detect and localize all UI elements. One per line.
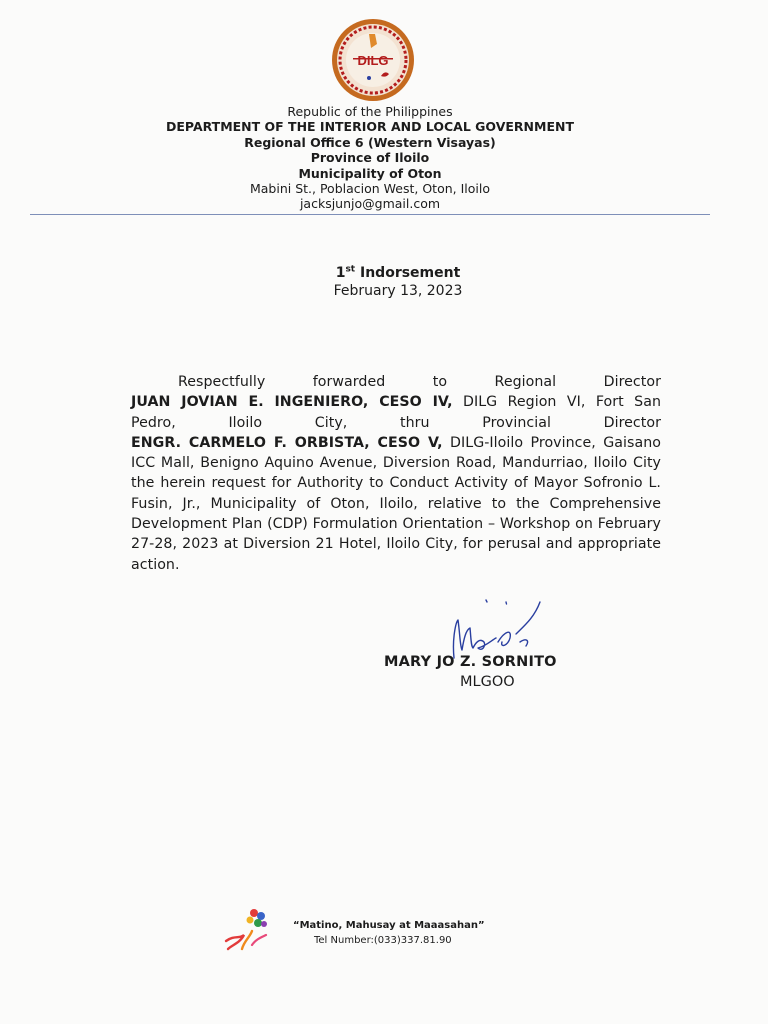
email-line: jacksjunjo@gmail.com xyxy=(299,196,441,212)
signatory-title: MLGOO xyxy=(460,674,515,690)
provincial-director-name: ENGR. CARMELO F. ORBISTA, CESO V, xyxy=(131,434,443,451)
body-paragraph xyxy=(131,372,661,575)
header-divider xyxy=(30,214,710,215)
indorsement-title: 1st Indorsement xyxy=(335,264,461,281)
footer-motto: “Matino, Mahusay at Maaasahan” xyxy=(293,920,485,931)
signatory-name: MARY JO Z. SORNITO xyxy=(384,654,557,670)
bagong-pilipinas-logo-icon xyxy=(222,905,272,955)
indorsement-date: February 13, 2023 xyxy=(333,283,463,299)
body-line-1: Respectfully forwarded to Regional Director xyxy=(178,374,661,390)
republic-line: Republic of the Philippines xyxy=(287,104,453,119)
body-rest: DILG-Iloilo Province, Gaisano ICC Mall, Benigno Aquino Avenue, Diversion Road, Mandurriao, Iloilo City the herein request for Authority to Conduct Activity of Mayor Sofronio L. Fusin, Jr., Municipality of Oton, Iloilo, relative to the Comprehensive Development Plan (CDP) Formulation Orientation – Workshop on February 27-28, 2023 at Diversion 21 Hotel, Iloilo City, for perusal and appropriate action. xyxy=(131,434,662,573)
municipality-line: Municipality of Oton xyxy=(298,165,442,181)
body-line-3: Pedro, Iloilo City, thru Provincial Director xyxy=(131,414,661,431)
province-line: Province of Iloilo xyxy=(310,150,430,166)
signatory-block xyxy=(384,652,557,692)
director-name: JUAN JOVIAN E. INGENIERO, CESO IV, xyxy=(131,394,453,411)
address-line: Mabini St., Poblacion West, Oton, Iloilo xyxy=(249,181,490,197)
seal-text: DILG xyxy=(357,53,389,68)
body-line-2: JUAN JOVIAN E. INGENIERO, CESO IV, DILG Region VI, Fort San xyxy=(131,394,661,411)
indorsement-heading xyxy=(0,264,768,300)
regional-office-line: Regional Office 6 (Western Visayas) xyxy=(244,134,496,150)
letterhead xyxy=(0,104,740,212)
footer-telephone: Tel Number:(033)337.81.90 xyxy=(314,935,452,946)
department-line: DEPARTMENT OF THE INTERIOR AND LOCAL GOVERNMENT xyxy=(166,119,574,135)
dilg-seal-icon xyxy=(331,18,415,102)
